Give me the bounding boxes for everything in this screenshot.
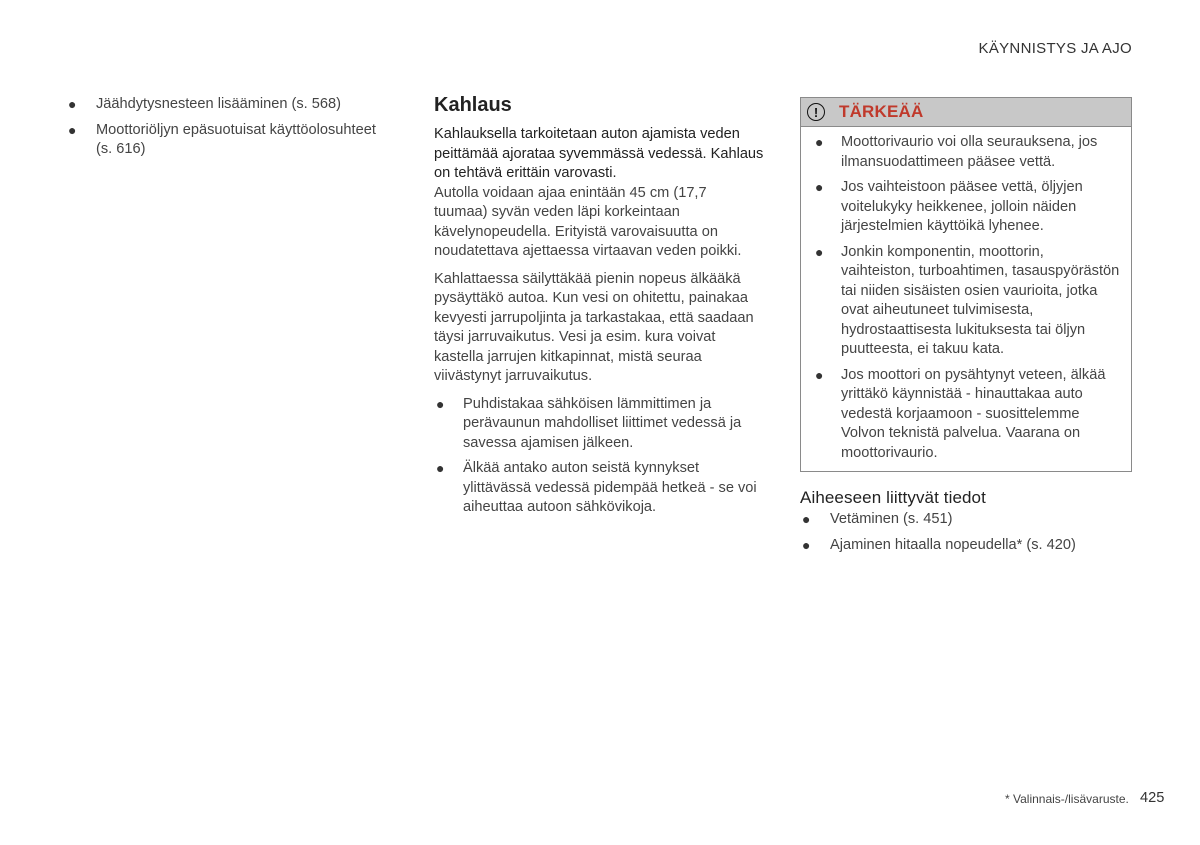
kahlaus-section	[434, 94, 764, 524]
bullet-icon: ●	[815, 134, 824, 150]
left-link-list	[66, 95, 396, 160]
exclamation-icon: !	[807, 103, 825, 121]
list-item[interactable]: ● Jäähdytysnesteen lisääminen (s. 568)	[66, 95, 396, 115]
important-header	[801, 98, 1131, 127]
kahlaus-list	[434, 395, 764, 518]
body-paragraph: Autolla voidaan ajaa enintään 45 cm (17,7 tuumaa) syvän veden läpi korkeintaan kävelynopeudella. Erityistä varovaisuutta on noudatettava ajettaessa virtaavan veden poikki.	[434, 184, 742, 259]
important-label: TÄRKEÄÄ	[839, 102, 924, 121]
bullet-icon: ●	[815, 179, 824, 195]
bullet-icon: ●	[802, 536, 811, 553]
bullet-icon: ●	[815, 366, 824, 383]
list-item[interactable]: ● Ajaminen hitaalla nopeudella* (s. 420)	[800, 536, 1132, 556]
list-item: ● Puhdistakaa sähköisen lämmittimen ja perävaunun mahdolliset liittimet vedessä ja savessa ajamisen jälkeen.	[436, 395, 742, 451]
right-column	[800, 97, 1132, 561]
bullet-icon: ●	[815, 243, 824, 260]
list-item: ● Jos vaihteistoon pääsee vettä, öljyjen voitelukyky heikkenee, jolloin näiden järjestelmien käyttöikä lyhenee.	[815, 179, 1083, 234]
bullet-icon: ●	[68, 121, 77, 138]
important-list	[813, 133, 1121, 463]
left-column	[66, 95, 396, 166]
list-item: ● Jos moottori on pysähtynyt veteen, älkää yrittäkö käynnistää - hinauttakaa auto vedestä korjaamoon - suosittelemme Volvon teknistä palvelua. Vaarana on moottorivaurio.	[815, 366, 1106, 461]
chapter-title: KÄYNNISTYS JA AJO	[978, 40, 1132, 57]
bullet-icon: ●	[436, 460, 445, 476]
body-paragraph: Kahlattaessa säilyttäkää pienin nopeus älkääkä pysäyttäkö autoa. Kun vesi on ohitettu, painakaa kevyesti jarrupoljinta ja tarkastakaa, että saadaan täysi jarruvaikutus. Vesi ja esim. kura voivat kastella jarrujen kitkapinnat, mistä seuraa viivästynyt jarruvaikutus.	[434, 270, 754, 384]
list-item[interactable]: ● Moottoriöljyn epäsuotuisat käyttöolosuhteet (s. 616)	[68, 121, 376, 157]
list-item: ● Moottorivaurio voi olla seurauksena, jos ilmansuodattimeen pääsee vettä.	[815, 134, 1098, 170]
bullet-icon: ●	[436, 395, 445, 412]
list-item: ● Älkää antako auton seistä kynnykset ylittävässä vedessä pidempää hetkeä - se voi aiheuttaa autoon sähkövikoja.	[436, 460, 757, 515]
related-info-section	[800, 488, 1132, 555]
bullet-icon: ●	[802, 511, 811, 527]
related-title: Aiheeseen liittyvät tiedot	[800, 488, 986, 507]
important-notice-box	[800, 97, 1132, 472]
important-body	[801, 127, 1131, 471]
related-link-list	[800, 510, 1132, 555]
lead-paragraph: Kahlauksella tarkoitetaan auton ajamista veden peittämää ajorataa syvemmässä vedessä. Kahlaus on tehtävä erittäin varovasti.	[434, 126, 764, 181]
page-number: 425	[1140, 790, 1165, 806]
list-item: ● Jonkin komponentin, moottorin, vaihteiston, turboahtimen, tasauspyörästön tai niiden sisäisten osien vaurioita, jotka ovat aiheutuneet tulvimisesta, hydrostaattisesta lukituksesta tai öljyn puutteesta, ei takuu kata.	[815, 243, 1120, 357]
bullet-icon: ●	[68, 96, 77, 112]
list-item[interactable]: ● Vetäminen (s. 451)	[800, 510, 1132, 530]
section-title: Kahlaus	[434, 94, 512, 116]
footnote: * Valinnais-/lisävaruste.	[1005, 792, 1129, 806]
